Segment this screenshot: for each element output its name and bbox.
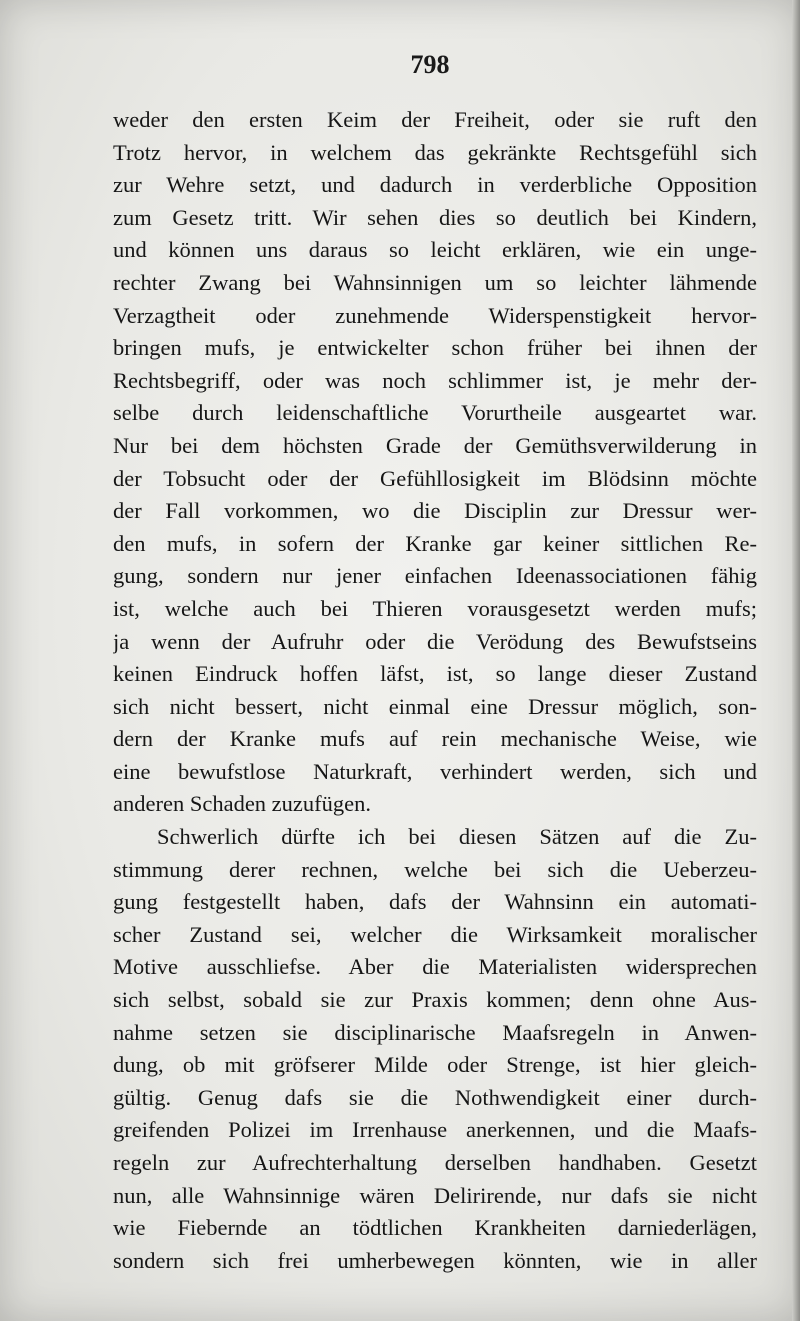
text-line: Nur bei dem höchsten Grade der Gemüthsverwilderung in xyxy=(113,432,757,458)
text-line: wie Fiebernde an tödtlichen Krankheiten darniederlägen, xyxy=(113,1215,757,1241)
text-line: weder den ersten Keim der Freiheit, oder sie ruft den xyxy=(113,107,757,132)
text-line: eine bewufstlose Naturkraft, verhindert werden, sich und xyxy=(113,758,757,784)
text-line: gung festgestellt haben, dafs der Wahnsinn ein automati- xyxy=(113,889,757,915)
page-number: 798 xyxy=(410,50,450,79)
text-line: und können uns daraus so leicht erklären, wie ein unge- xyxy=(113,237,757,263)
text-line: gung, sondern nur jener einfachen Ideenassociationen fähig xyxy=(113,563,757,589)
text-line: gültig. Genug dafs sie die Nothwendigkeit einer durch- xyxy=(113,1084,757,1110)
page-edge-shadow xyxy=(792,0,800,1321)
text-line: ja wenn der Aufruhr oder die Verödung des Bewufstseins xyxy=(113,628,757,654)
text-line: Verzagtheit oder zunehmende Widerspenstigkeit hervor- xyxy=(113,302,757,328)
text-line: Rechtsbegriff, oder was noch schlimmer ist, je mehr der- xyxy=(113,367,757,393)
text-line: sich nicht bessert, nicht einmal eine Dressur möglich, son- xyxy=(113,693,757,719)
text-line: sondern sich frei umherbewegen könnten, wie in aller xyxy=(113,1247,757,1273)
text-line: zur Wehre setzt, und dadurch in verderbliche Opposition xyxy=(113,172,757,198)
text-line: nun, alle Wahnsinnige wären Delirirende, nur dafs sie nicht xyxy=(113,1182,757,1208)
text-line: zum Gesetz tritt. Wir sehen dies so deutlich bei Kindern, xyxy=(113,204,757,230)
text-line: selbe durch leidenschaftliche Vorurtheile ausgeartet war. xyxy=(113,400,757,426)
text-line: regeln zur Aufrechterhaltung derselben handhaben. Gesetzt xyxy=(113,1150,757,1175)
text-line: stimmung derer rechnen, welche bei sich die Ueberzeu- xyxy=(113,856,757,882)
text-line: bringen mufs, je entwickelter schon früher bei ihnen der xyxy=(113,335,757,361)
text-line: rechter Zwang bei Wahnsinnigen um so leichter lähmende xyxy=(113,269,757,295)
text-line: der Tobsucht oder der Gefühllosigkeit im Blödsinn möchte xyxy=(113,465,757,491)
text-line: scher Zustand sei, welcher die Wirksamkeit moralischer xyxy=(113,921,757,947)
text-line: nahme setzen sie disciplinarische Maafsregeln in Anwen- xyxy=(113,1019,757,1045)
text-line: der Fall vorkommen, wo die Disciplin zur Dressur wer- xyxy=(113,498,757,524)
text-line: Motive ausschliefse. Aber die Materialisten widersprechen xyxy=(113,954,757,980)
text-line: Schwerlich dürfte ich bei diesen Sätzen auf die Zu- xyxy=(157,824,757,850)
text-line: dung, ob mit gröfserer Milde oder Strenge, ist hier gleich- xyxy=(113,1052,757,1078)
text-line: ist, welche auch bei Thieren vorausgesetzt werden mufs; xyxy=(113,595,757,621)
body-text xyxy=(113,104,757,1277)
text-line: greifenden Polizei im Irrenhause anerkennen, und die Maafs- xyxy=(113,1117,757,1143)
text-line: sich selbst, sobald sie zur Praxis kommen; denn ohne Aus- xyxy=(113,987,757,1013)
text-line: dern der Kranke mufs auf rein mechanische Weise, wie xyxy=(113,726,757,752)
text-line: keinen Eindruck hoffen läfst, ist, so lange dieser Zustand xyxy=(113,661,757,687)
text-line: Trotz hervor, in welchem das gekränkte Rechtsgefühl sich xyxy=(113,139,757,165)
text-line: den mufs, in sofern der Kranke gar keiner sittlichen Re- xyxy=(113,530,757,556)
text-line: anderen Schaden zuzufügen. xyxy=(113,791,372,817)
